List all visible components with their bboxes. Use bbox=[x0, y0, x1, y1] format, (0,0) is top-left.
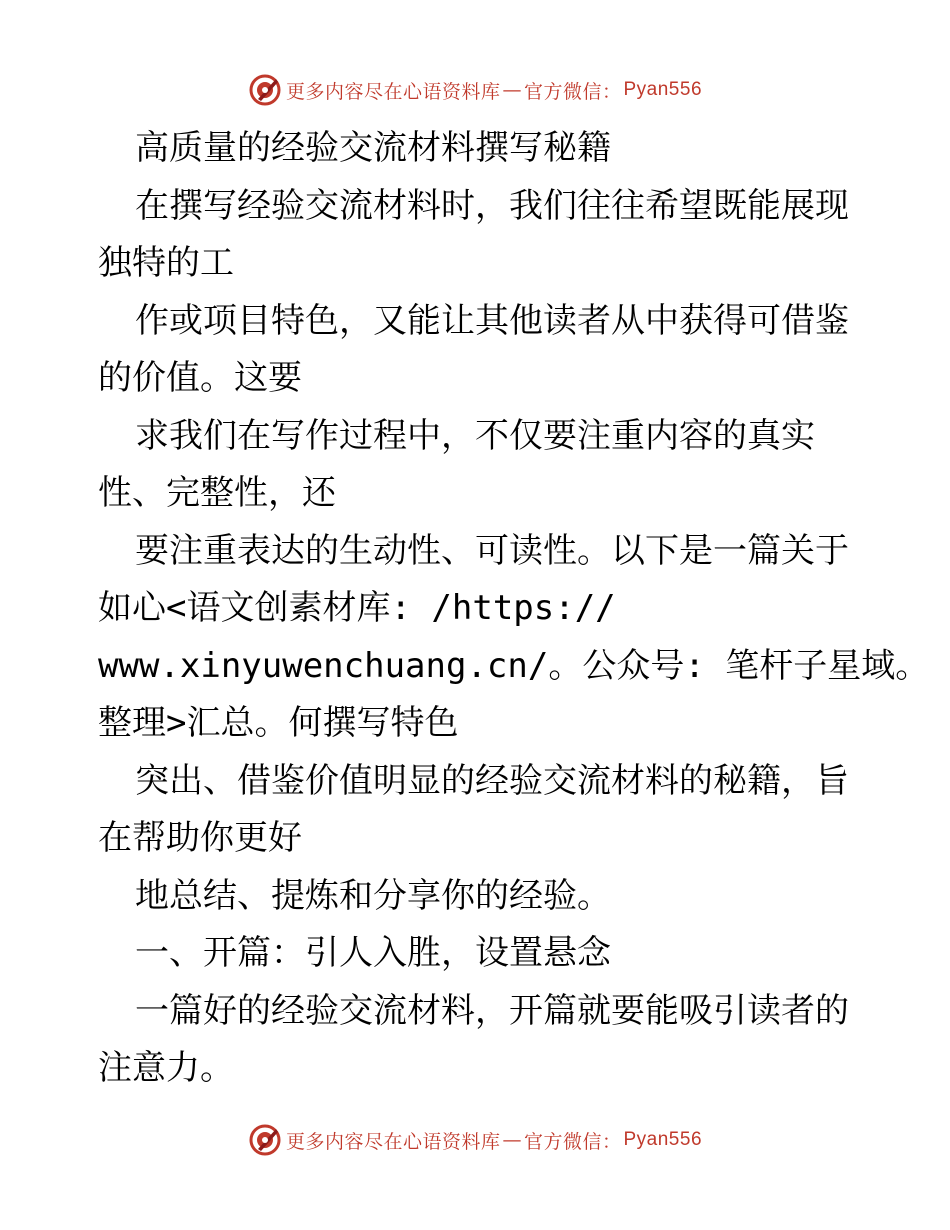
banner-wechat-id: Pyan556 bbox=[623, 1129, 703, 1150]
text-line: 作或项目特色，又能让其他读者从中获得可借鉴 bbox=[135, 300, 849, 341]
banner-wechat-id: Pyan556 bbox=[623, 79, 703, 100]
header-banner bbox=[0, 70, 950, 110]
text-line: 突出、借鉴价值明显的经验交流材料的秘籍，旨 bbox=[135, 760, 849, 801]
text-line: 性、完整性，还 bbox=[98, 473, 336, 513]
text-line: 要注重表达的生动性、可读性。以下是一篇关于 bbox=[135, 530, 849, 571]
text-line: 地总结、提炼和分享你的经验。 bbox=[135, 875, 611, 916]
text-line: 的价值。这要 bbox=[98, 358, 302, 398]
article-body bbox=[98, 120, 930, 1098]
text-line: 求我们在写作过程中，不仅要注重内容的真实 bbox=[135, 415, 815, 456]
footer-banner bbox=[0, 1120, 950, 1160]
banner-dash: — bbox=[502, 79, 522, 101]
text-line: 如心<语文创素材库: /https:// bbox=[98, 588, 616, 628]
text-line: 注意力。 bbox=[98, 1048, 234, 1088]
text-line: 在帮助你更好 bbox=[98, 818, 302, 858]
banner-dash: — bbox=[502, 1129, 522, 1151]
text-line: 整理>汇总。何撰写特色 bbox=[98, 703, 459, 743]
text-line: 高质量的经验交流材料撰写秘籍 bbox=[135, 128, 611, 168]
text-line: 在撰写经验交流材料时，我们往往希望既能展现 bbox=[135, 185, 849, 226]
banner-wechat-label: 官方微信： bbox=[523, 80, 622, 103]
banner-wechat-label: 官方微信： bbox=[523, 1130, 622, 1153]
text-line: 一、开篇：引人入胜，设置悬念 bbox=[135, 933, 611, 973]
text-line: 独特的工 bbox=[98, 243, 234, 283]
banner-brand-text: 更多内容尽在心语资料库 bbox=[285, 1130, 501, 1153]
pen-logo-icon bbox=[248, 73, 282, 107]
text-line: www.xinyuwenchuang.cn/。公众号: 笔杆子星域。 bbox=[98, 645, 930, 686]
banner-brand-text: 更多内容尽在心语资料库 bbox=[285, 80, 501, 103]
pen-logo-icon bbox=[248, 1123, 282, 1157]
text-line: 一篇好的经验交流材料，开篇就要能吸引读者的 bbox=[135, 990, 849, 1031]
